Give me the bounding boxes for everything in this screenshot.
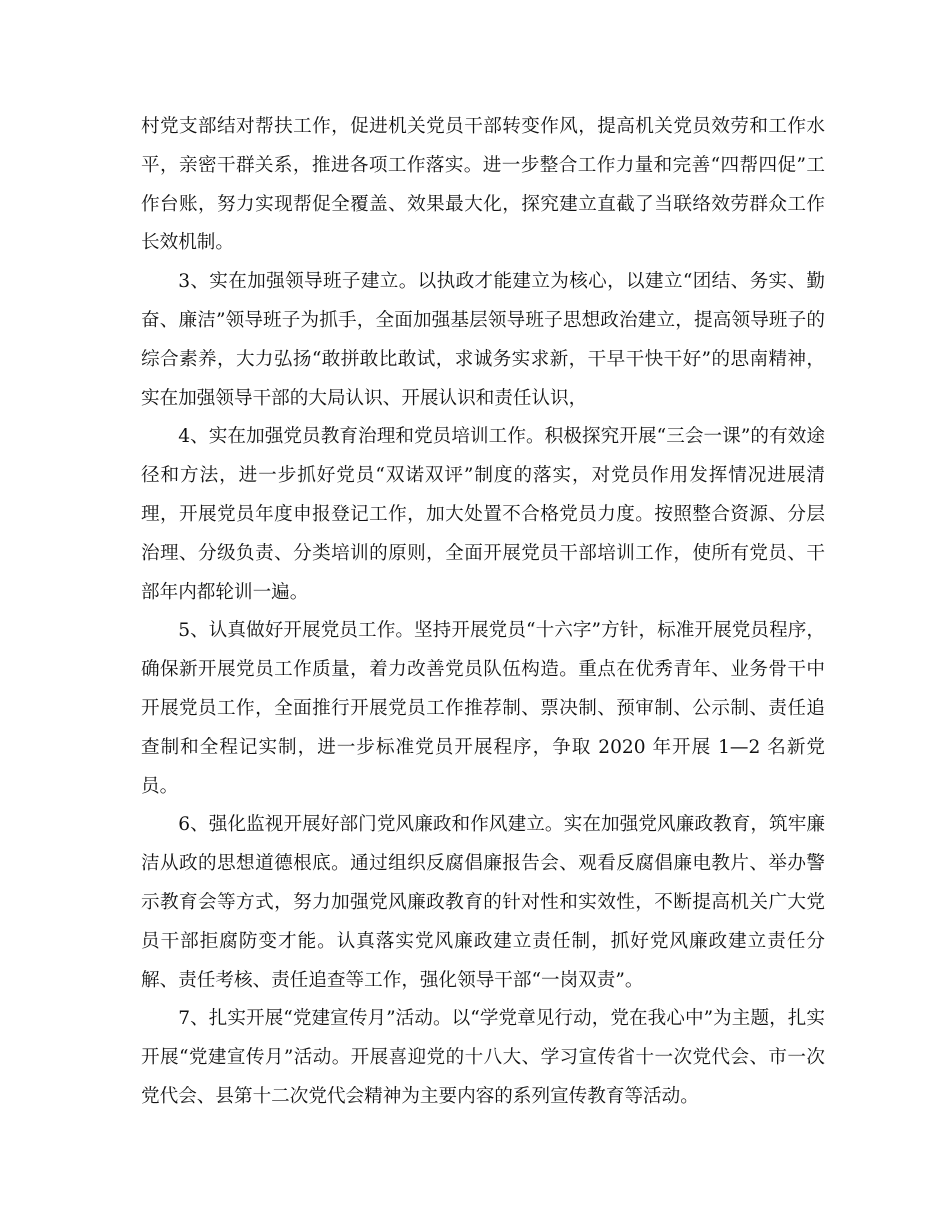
- paragraph-item-3: 3、实在加强领导班子建立。以执政才能建立为核心，以建立“团结、务实、勤奋、廉洁”领导班子为抓手，全面加强基层领导班子思想政治建立，提高领导班子的综合素养，大力弘扬“敢拼敢比敢试，求诚务实求新，干早干快干好”的思南精神，实在加强领导干部的大局认识、开展认识和责任认识，: [141, 271, 825, 409]
- paragraph-item-5: 5、认真做好开展党员工作。坚持开展党员“十六字”方针，标准开展党员程序，确保新开展党员工作质量，着力改善党员队伍构造。重点在优秀青年、业务骨干中开展党员工作，全面推行开展党员工作推荐制、票决制、预审制、公示制、责任追查制和全程记实制，进一步标准党员开展程序，争取 2020 年开展 1—2 名新党员。: [141, 620, 825, 797]
- paragraph-item-6: 6、强化监视开展好部门党风廉政和作风建立。实在加强党风廉政教育，筑牢廉洁从政的思想道德根底。通过组织反腐倡廉报告会、观看反腐倡廉电教片、举办警示教育会等方式，努力加强党风廉政教育的针对性和实效性，不断提高机关广大党员干部拒腐防变才能。认真落实党风廉政建立责任制，抓好党风廉政建立责任分解、责任考核、责任追查等工作，强化领导干部“一岗双责”。: [141, 814, 825, 991]
- paragraph-continuation: 村党支部结对帮扶工作，促进机关党员干部转变作风，提高机关党员效劳和工作水平，亲密干群关系，推进各项工作落实。进一步整合工作力量和完善“四帮四促”工作台账，努力实现帮促全覆盖、效果最大化，探究建立直截了当联络效劳群众工作长效机制。: [141, 116, 825, 254]
- document-body: [141, 108, 825, 1117]
- paragraph-item-4: 4、实在加强党员教育治理和党员培训工作。积极探究开展“三会一课”的有效途径和方法，进一步抓好党员“双诺双评”制度的落实，对党员作用发挥情况进展清理，开展党员年度申报登记工作，加大处置不合格党员力度。按照整合资源、分层治理、分级负责、分类培训的原则，全面开展党员干部培训工作，使所有党员、干部年内都轮训一遍。: [141, 426, 825, 603]
- paragraph-item-7: 7、扎实开展“党建宣传月”活动。以“学党章见行动，党在我心中”为主题，扎实开展“党建宣传月”活动。开展喜迎党的十八大、学习宣传省十一次党代会、市一次党代会、县第十二次党代会精神为主要内容的系列宣传教育等活动。: [141, 1008, 825, 1107]
